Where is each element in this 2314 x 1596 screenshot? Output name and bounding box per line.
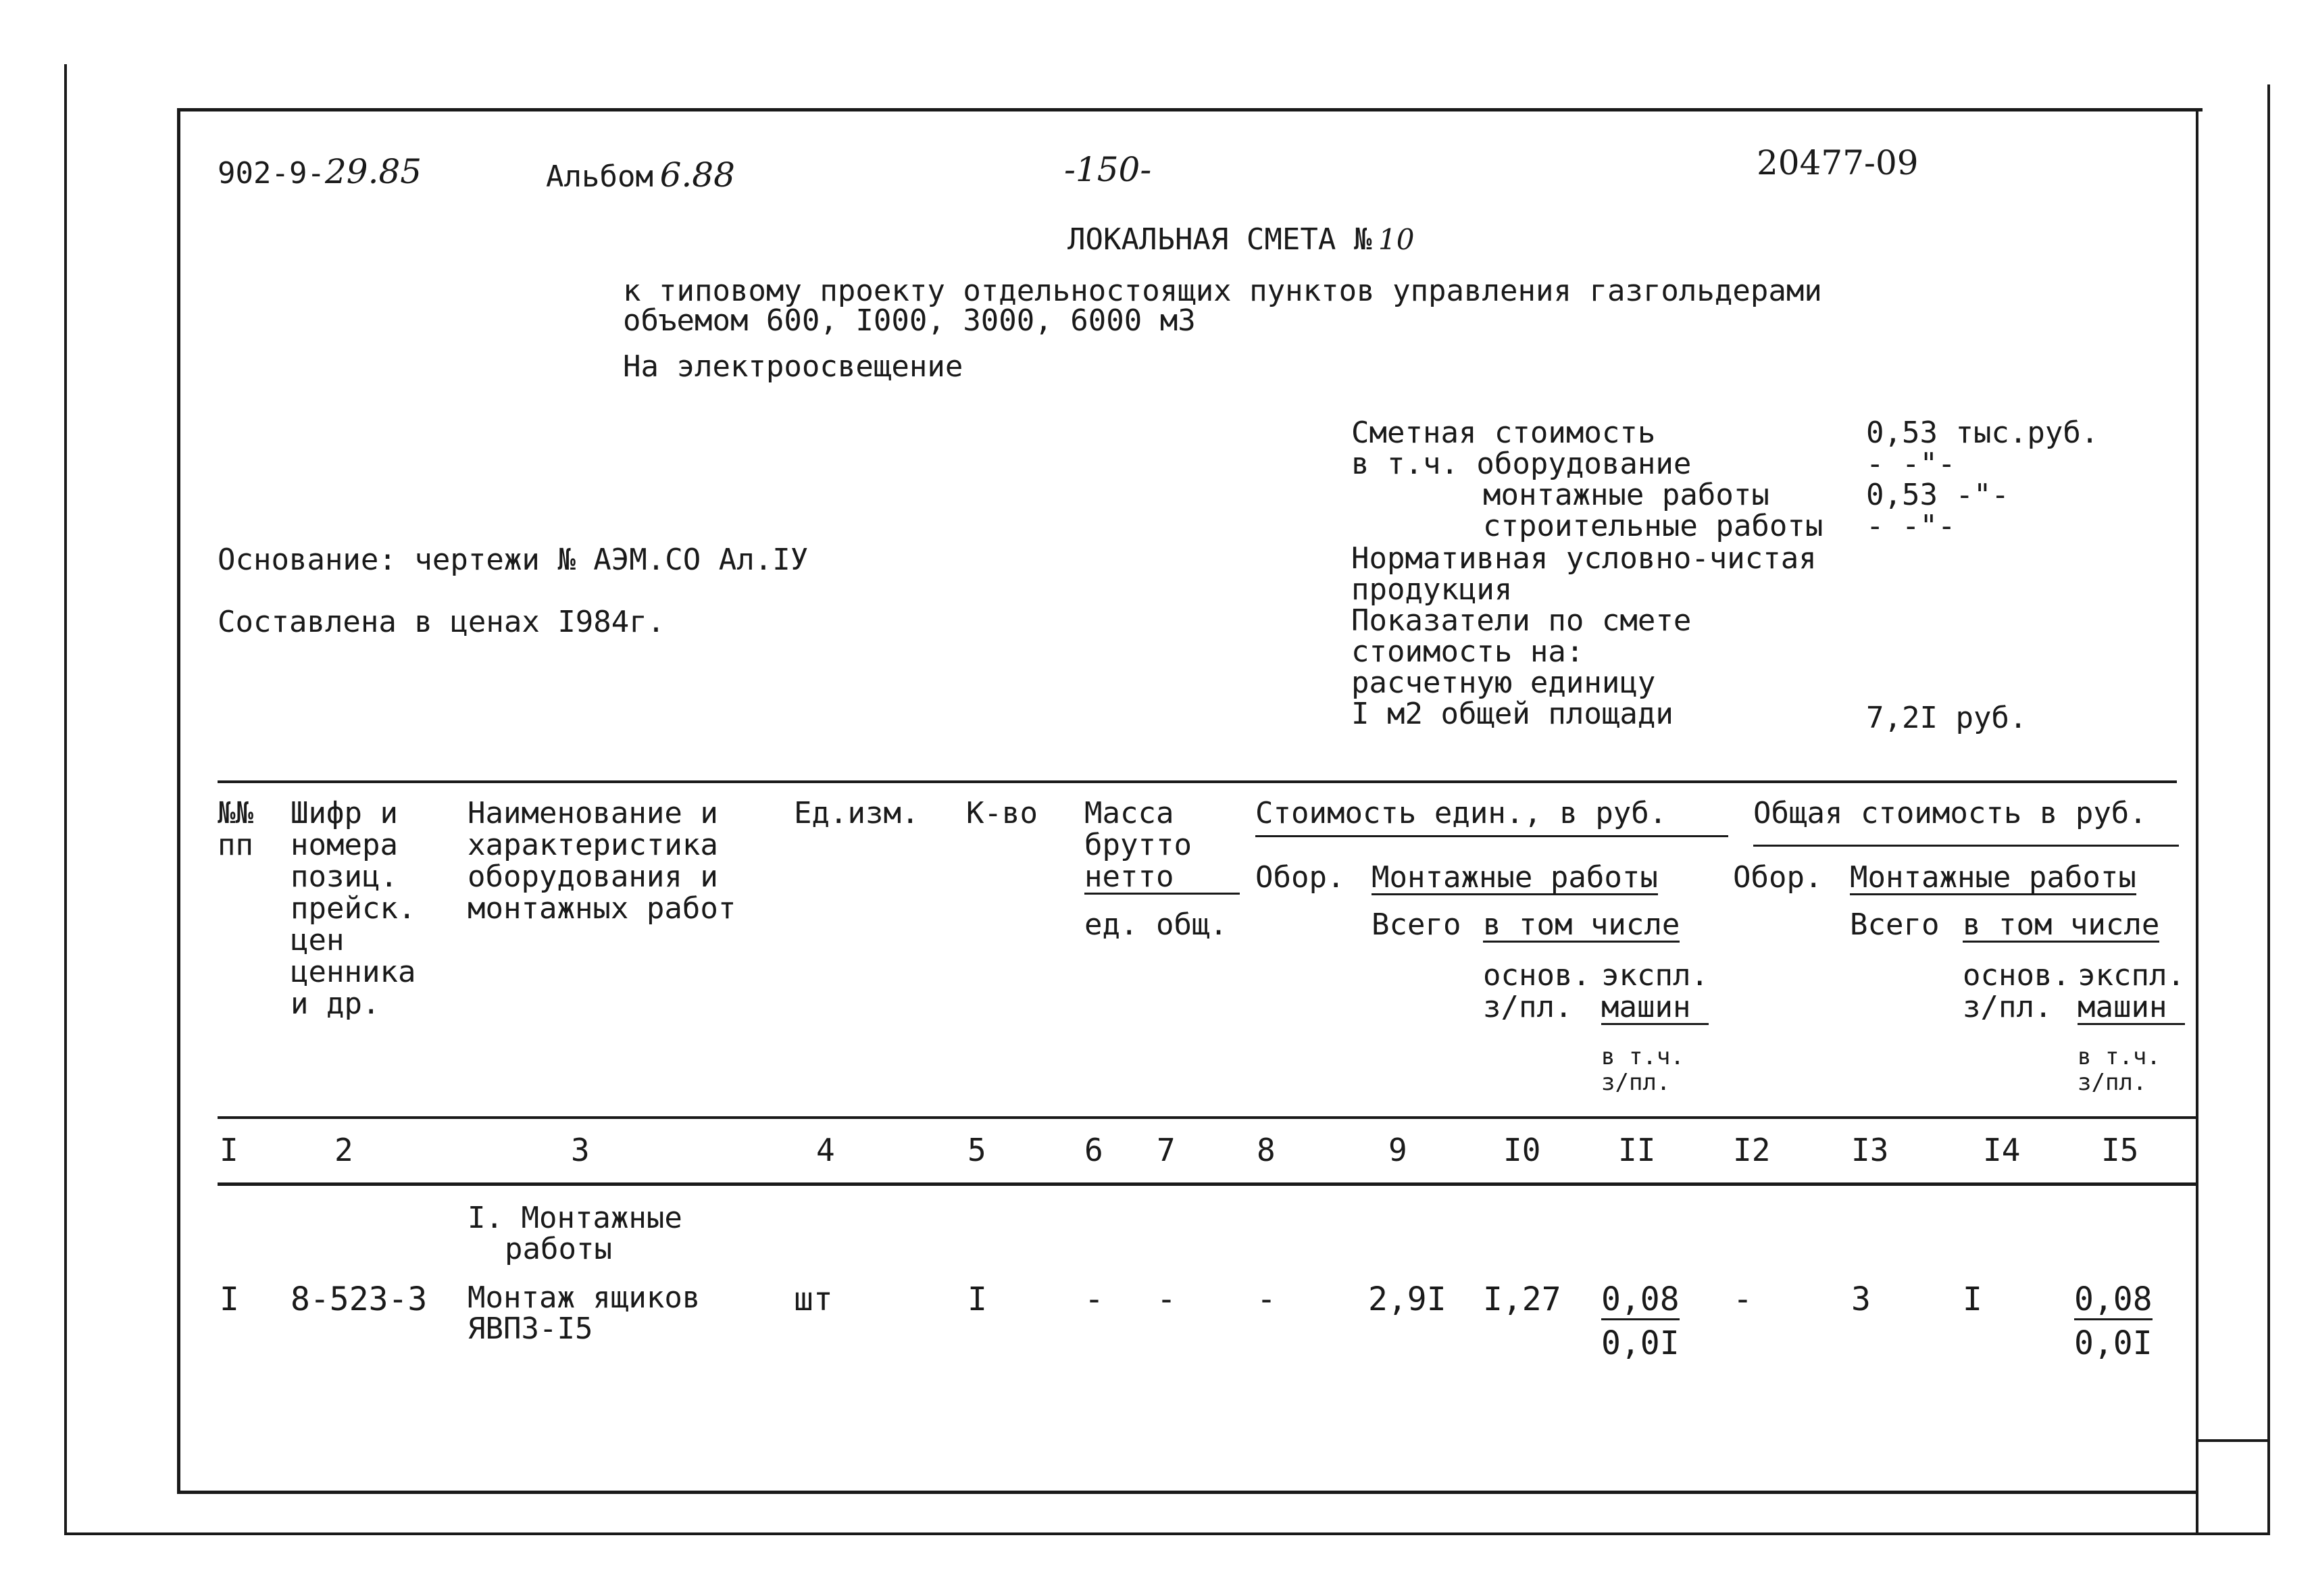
colnum-14: I4 bbox=[1983, 1132, 2021, 1168]
stamp-box-top bbox=[2196, 1439, 2270, 1442]
unit-machine-wage-header: в т.ч. з/пл. bbox=[1601, 1043, 1684, 1096]
total-machine-wage-header: в т.ч. з/пл. bbox=[2078, 1043, 2161, 1096]
colnum-15: I5 bbox=[2101, 1132, 2139, 1168]
row-equip: - bbox=[1257, 1280, 1276, 1318]
colnum-1: I bbox=[220, 1132, 238, 1168]
row-machine: 0,08 bbox=[1601, 1280, 1680, 1320]
build-label: строительные работы bbox=[1483, 509, 1823, 543]
unit-incl-header: в том числе bbox=[1483, 907, 1680, 942]
row-total: 2,9I bbox=[1368, 1280, 1447, 1318]
column-numbers-bottom-rule bbox=[218, 1182, 2198, 1186]
unit-install-header: Монтажные работы bbox=[1372, 860, 1658, 895]
row-total-all: 3 bbox=[1851, 1280, 1871, 1318]
cost-value: 0,53 тыс.руб. bbox=[1866, 416, 2099, 450]
col-code-header: Шифр и номера позиц. прейск. цен ценника и др. bbox=[291, 796, 416, 1021]
colnum-6: 6 bbox=[1084, 1132, 1103, 1168]
build-value: - -"- bbox=[1866, 509, 1956, 543]
total-cost-rule bbox=[1753, 845, 2179, 847]
outer-right-border bbox=[2267, 84, 2270, 1535]
subject-line-1: к типовому проекту отдельностоящих пунктов управления газгольдерами bbox=[623, 274, 1822, 308]
row-equip-total: - bbox=[1733, 1280, 1753, 1318]
colnum-4: 4 bbox=[816, 1132, 835, 1168]
indicators-label-1: Показатели по смете bbox=[1351, 603, 1692, 638]
colnum-13: I3 bbox=[1851, 1132, 1889, 1168]
unit-cost-rule bbox=[1255, 835, 1728, 837]
total-incl-header: в том числе bbox=[1963, 907, 2160, 942]
subject-line-2: объемом 600, I000, 3000, 6000 м3 bbox=[623, 303, 1196, 338]
outer-bottom-border bbox=[64, 1532, 2270, 1535]
col-mass-sub-header: ед. общ. bbox=[1084, 907, 1228, 942]
table-top-rule bbox=[218, 780, 2177, 783]
estimate-heading: ЛОКАЛЬНАЯ СМЕТА № 10 bbox=[1067, 222, 1415, 257]
indicators-label-3: расчетную единицу bbox=[1351, 666, 1656, 700]
row-basic-wage: I,27 bbox=[1483, 1280, 1561, 1318]
install-value: 0,53 -"- bbox=[1866, 478, 2009, 512]
album-label: Альбом 6.88 bbox=[546, 155, 735, 195]
incl-label: в т.ч. оборудование bbox=[1351, 447, 1692, 481]
unit-machine-header: экспл. машин bbox=[1601, 958, 1709, 1024]
unit-equip-header: Обор. bbox=[1255, 860, 1345, 895]
document-number: 20477-09 bbox=[1757, 143, 1919, 182]
project-code-prefix: 902-9- bbox=[218, 156, 325, 191]
estimate-number-handwritten: 10 bbox=[1378, 223, 1415, 256]
incl-value: - -"- bbox=[1866, 447, 1956, 481]
total-total-header: Всего bbox=[1850, 907, 1940, 942]
colnum-12: I2 bbox=[1733, 1132, 1771, 1168]
indicators-label-2: стоимость на: bbox=[1351, 634, 1584, 669]
col-unit-header: Ед.изм. bbox=[794, 796, 920, 830]
table-header-bottom-rule bbox=[218, 1116, 2198, 1119]
project-code bbox=[218, 152, 422, 191]
row-machine-wage: 0,0I bbox=[1601, 1324, 1680, 1362]
row-name: Монтаж ящиков ЯВПЗ-I5 bbox=[468, 1280, 701, 1346]
col-num-header: №№ пп bbox=[218, 796, 253, 862]
indicators-value: 7,2I руб. bbox=[1866, 701, 2028, 735]
row-num: I bbox=[220, 1280, 239, 1318]
colnum-9: 9 bbox=[1388, 1132, 1407, 1168]
row-qty: I bbox=[967, 1280, 987, 1318]
colnum-3: 3 bbox=[571, 1132, 590, 1168]
colnum-7: 7 bbox=[1157, 1132, 1176, 1168]
install-label: монтажные работы bbox=[1483, 478, 1769, 512]
inner-top-border bbox=[177, 108, 2203, 111]
col-qty-header: К-во bbox=[966, 796, 1038, 830]
row-code: 8-523-3 bbox=[291, 1280, 428, 1318]
row-basic-wage-total: I bbox=[1963, 1280, 1982, 1318]
page-number: -150- bbox=[1064, 150, 1152, 189]
total-cost-header: Общая стоимость в руб. bbox=[1753, 796, 2147, 830]
colnum-8: 8 bbox=[1257, 1132, 1276, 1168]
inner-left-border bbox=[177, 108, 180, 1493]
row-unit: шт bbox=[794, 1280, 833, 1318]
norm-label-1: Нормативная условно-чистая bbox=[1351, 541, 1817, 576]
row-machine-total: 0,08 bbox=[2074, 1280, 2153, 1320]
col-mass-header: Масса брутто нетто bbox=[1084, 797, 1240, 895]
indicators-label-4: I м2 общей площади bbox=[1351, 697, 1674, 731]
total-machine-header: экспл. машин bbox=[2078, 958, 2185, 1024]
inner-bottom-border bbox=[177, 1491, 2197, 1494]
colnum-5: 5 bbox=[967, 1132, 986, 1168]
colnum-11: II bbox=[1618, 1132, 1656, 1168]
unit-total-header: Всего bbox=[1372, 907, 1461, 942]
col-name-header: Наименование и характеристика оборудования и монтажных работ bbox=[468, 796, 736, 926]
row-mass-total: - bbox=[1157, 1280, 1176, 1318]
row-mass-unit: - bbox=[1084, 1280, 1104, 1318]
total-equip-header: Обор. bbox=[1733, 860, 1823, 895]
project-code-handwritten: 29.85 bbox=[324, 152, 422, 191]
section-title: На электроосвещение bbox=[623, 349, 963, 384]
prices-text: Составлена в ценах I984г. bbox=[218, 605, 665, 639]
inner-right-border bbox=[2196, 108, 2198, 1534]
unit-basic-wage-header: основ. з/пл. bbox=[1483, 958, 1590, 1024]
colnum-10: I0 bbox=[1503, 1132, 1541, 1168]
basis-text: Основание: чертежи № АЭМ.СО Ал.IУ bbox=[218, 543, 809, 577]
unit-cost-header: Стоимость един., в руб. bbox=[1255, 796, 1667, 830]
norm-label-2: продукция bbox=[1351, 572, 1513, 607]
total-basic-wage-header: основ. з/пл. bbox=[1963, 958, 2070, 1024]
album-number-handwritten: 6.88 bbox=[659, 155, 735, 195]
total-install-header: Монтажные работы bbox=[1850, 860, 2136, 895]
row-machine-wage-total: 0,0I bbox=[2074, 1324, 2153, 1362]
section-heading: I. Монтажные работы bbox=[468, 1201, 682, 1266]
cost-label: Сметная стоимость bbox=[1351, 416, 1656, 450]
outer-left-border bbox=[64, 64, 67, 1534]
colnum-2: 2 bbox=[334, 1132, 353, 1168]
